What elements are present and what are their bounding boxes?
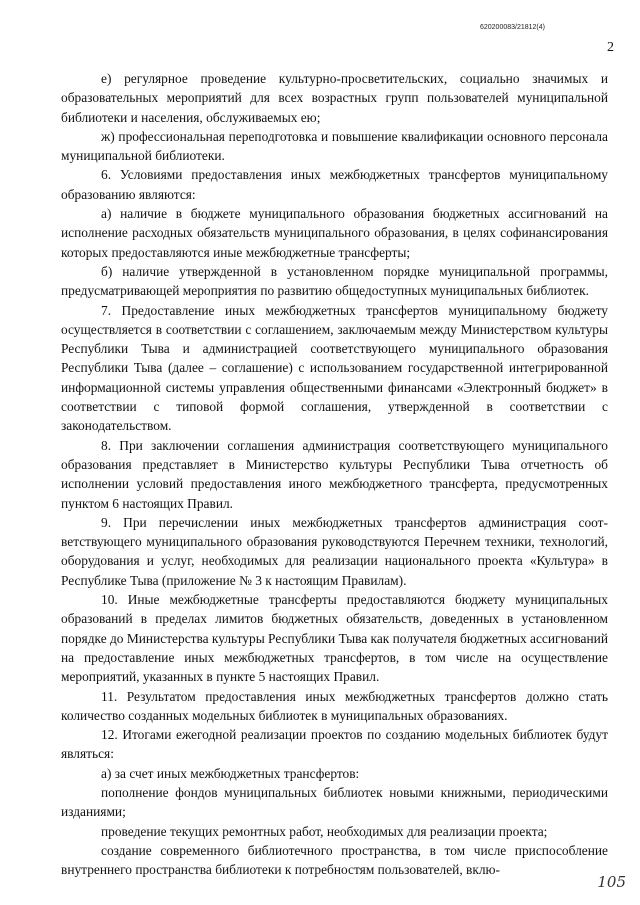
paragraph: 7. Предоставление иных межбюджетных трансфертов муниципальному бюджету осуществляется в соответствии с соглашением, заключаемым между Министерством культуры Республики Тыва и администрацией соответствующего муниципального образования Республики Тыва (далее – соглашение) с использованием государственной интегрированной информационной системы управления общественными финансами «Электронный бюджет» в соответствии с типовой формой соглашения, утвержденной в соответствии с законодательством. — [61, 302, 608, 434]
paragraph: 9. При перечислении иных межбюджетных трансфертов администрация соответствующего муниципального образования руководствуются Перечнем техники, технологий, оборудования и услуг, необходимых для реализации национального проекта «Культура» в Республике Тыва (приложение № 3 к настоящим Правилам). — [61, 514, 608, 588]
paragraph: создание современного библиотечного пространства, в том числе приспособление внутреннего пространства библиотеки к потребностям пользователей, вклю- — [61, 842, 608, 878]
paragraph: пополнение фондов муниципальных библиотек новыми книжными, периодическими изданиями; — [61, 784, 608, 820]
paragraph: 10. Иные межбюджетные трансферты предоставляются бюджету муниципальных образований в пределах лимитов бюджетных обязательств, доведенных в установленном порядке до Министерства культуры Республики Тыва как получателя бюджетных ассигнований на предоставление иных межбюджетных трансфертов, в том числе на осуществление мероприятий, указанных в пункте 5 настоящих Правил. — [61, 592, 608, 685]
paragraph: 8. При заключении соглашения администрация соответствующего муниципального образования представляет в Министерство культуры Республики Тыва отчетность об исполнении условий предоставления иного межбюджетного трансферта, предусмотренных пунктом 6 настоящих Правил. — [61, 437, 608, 511]
paragraph: проведение текущих ремонтных работ, необходимых для реализации проекта; — [101, 823, 548, 839]
paragraph: 6. Условиями предоставления иных межбюджетных трансфертов муниципальному образованию являются: — [61, 167, 608, 202]
paragraph: б) наличие утвержденной в установленном порядке муниципальной программы, предусматривающей мероприятия по развитию общедоступных муниципальных библиотек. — [61, 263, 608, 299]
paragraph: а) наличие в бюджете муниципального образования бюджетных ассигнований на исполнение расходных обязательств муниципального образования, в целях софинансирования которых предоставляются иные межбюджетные трансферты; — [61, 206, 608, 260]
page-number: 2 — [607, 40, 614, 55]
handwritten-page-mark: 105 — [597, 873, 626, 891]
paragraph: а) за счет иных межбюджетных трансфертов: — [101, 765, 360, 781]
paragraph: ж) профессиональная переподготовка и повышение квалификации основного персонала муниципальной библиотеки. — [61, 128, 608, 164]
paragraph: 11. Результатом предоставления иных межбюджетных трансфертов должно стать количество созданных модельных библиотек в муниципальных образованиях. — [61, 688, 608, 723]
paragraph: 12. Итогами ежегодной реализации проектов по созданию модельных библиотек будут являться: — [61, 727, 608, 762]
document-id: 620200083/21812(4) — [479, 24, 545, 31]
paragraph: е) регулярное проведение культурно-просветительских, социально значимых и образовательных мероприятий для всех возрастных групп пользователей муниципальной библиотеки и населения, обслуживаемых ею; — [61, 71, 608, 125]
document-body — [61, 69, 608, 879]
